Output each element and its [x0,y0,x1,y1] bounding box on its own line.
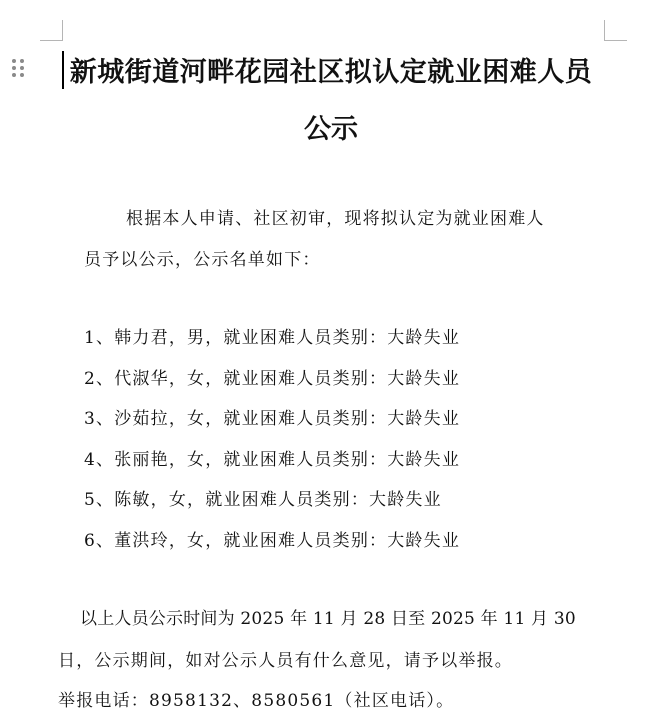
list-item: 1、韩力君，男，就业困难人员类别：大龄失业 [84,328,461,348]
intro-line-1: 根据本人申请、社区初审，现将拟认定为就业困难人 [126,209,545,229]
drag-handle-icon[interactable] [12,59,24,79]
closing-line-2: 日，公示期间，如对公示人员有什么意见，请予以举报。 [58,651,513,671]
list-item: 3、沙茹拉，女，就业困难人员类别：大龄失业 [84,409,461,429]
intro-line-2: 员予以公示，公示名单如下： [84,250,321,270]
closing-line-1: 以上人员公示时间为 2025 年 11 月 28 日至 2025 年 11 月 30 [80,609,576,629]
list-item: 4、张丽艳，女，就业困难人员类别：大龄失业 [84,450,461,470]
list-item: 5、陈敏，女，就业困难人员类别：大龄失业 [84,490,442,510]
title-line-2: 公示 [304,114,358,145]
title-line-1: 新城街道河畔花园社区拟认定就业困难人员 [69,57,593,88]
crop-mark-top-left [40,20,63,41]
closing-line-3: 举报电话：8958132、8580561（社区电话）。 [58,691,455,711]
crop-mark-top-right [604,20,627,41]
list-item: 2、代淑华，女，就业困难人员类别：大龄失业 [84,369,461,389]
list-item: 6、董洪玲，女，就业困难人员类别：大龄失业 [84,531,461,551]
